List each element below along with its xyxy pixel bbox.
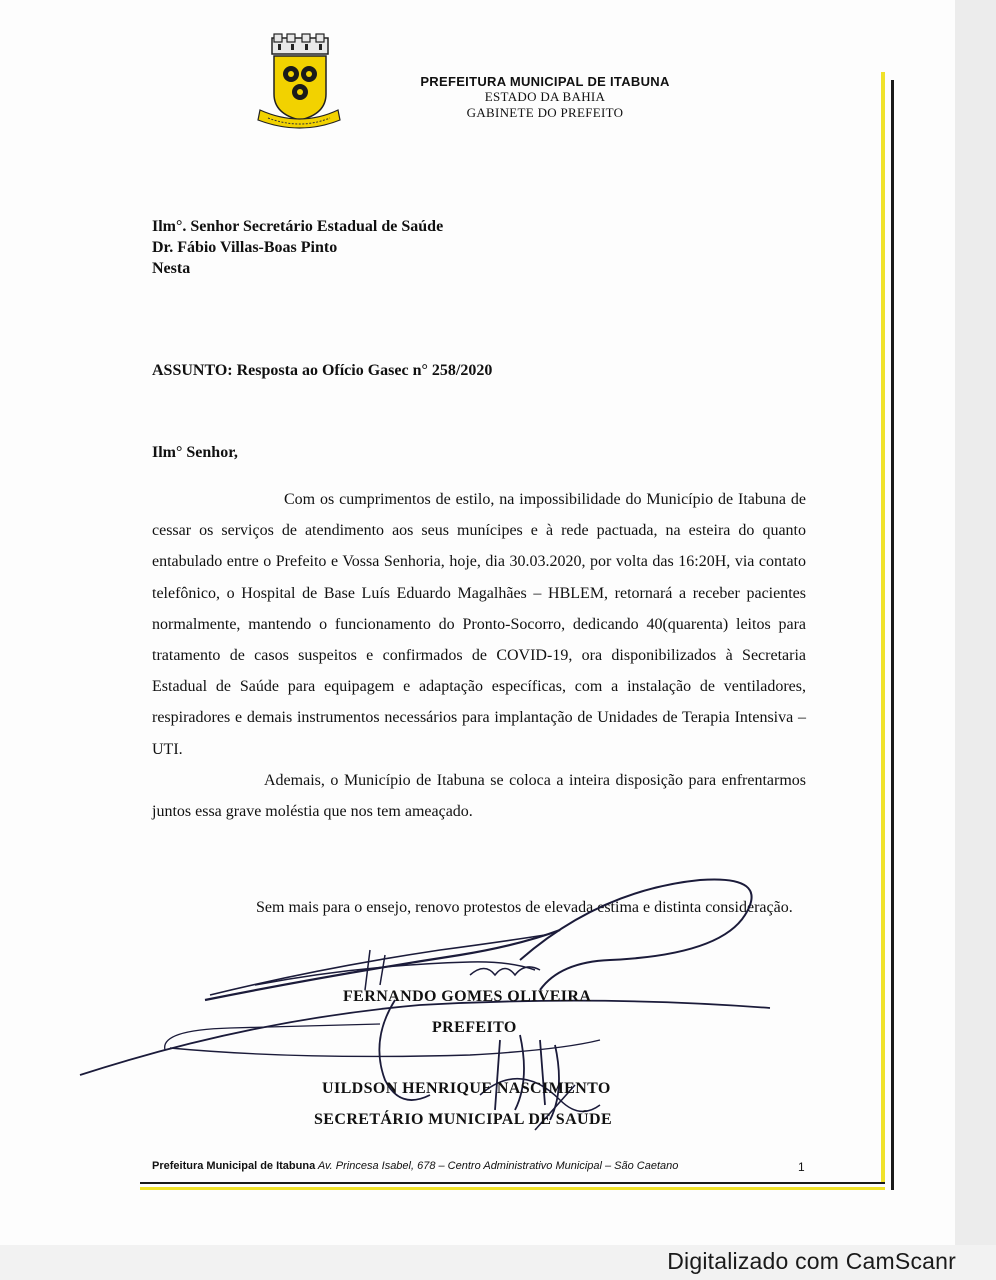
margin-rule-black bbox=[891, 80, 894, 1190]
signatory-2-role: SECRETÁRIO MUNICIPAL DE SAÚDE bbox=[314, 1111, 613, 1128]
addressee-title: Ilm°. Senhor Secretário Estadual de Saúde bbox=[152, 218, 444, 235]
letterhead-org: PREFEITURA MUNICIPAL DE ITABUNA bbox=[420, 74, 670, 89]
scanner-watermark: Digitalizado com CamScanr bbox=[667, 1248, 956, 1274]
page-number: 1 bbox=[798, 1160, 805, 1174]
footer-org: Prefeitura Municipal de Itabuna bbox=[152, 1160, 316, 1172]
body-paragraph-2: Ademais, o Município de Itabuna se coloca a inteira disposição para enfrentarmos juntos essa grave moléstia que nos tem ameaçado. bbox=[152, 771, 806, 821]
letter-body bbox=[152, 484, 806, 827]
letterhead-state: ESTADO DA BAHIA bbox=[484, 89, 606, 104]
footer-address: Av. Princesa Isabel, 678 – Centro Administrativo Municipal – São Caetano bbox=[315, 1160, 679, 1172]
letterhead-office: GABINETE DO PREFEITO bbox=[466, 105, 624, 120]
salutation: Ilm° Senhor, bbox=[152, 444, 238, 461]
letterhead bbox=[380, 74, 710, 121]
subject-line: ASSUNTO: Resposta ao Ofício Gasec n° 258/2020 bbox=[152, 362, 493, 379]
addressee-block bbox=[152, 216, 443, 279]
closing-paragraph: Sem mais para o ensejo, renovo protestos de elevada estima e distinta consideração. bbox=[256, 899, 793, 916]
signatory-1-name: FERNANDO GOMES OLIVEIRA bbox=[343, 988, 592, 1005]
addressee-location: Nesta bbox=[152, 260, 191, 277]
footer-rule-yellow bbox=[140, 1187, 885, 1190]
signatory-1-role: PREFEITO bbox=[432, 1019, 517, 1036]
city-crest-logo bbox=[256, 32, 342, 132]
addressee-name: Dr. Fábio Villas-Boas Pinto bbox=[152, 239, 338, 256]
body-paragraph-1: Com os cumprimentos de estilo, na impossibilidade do Município de Itabuna de cessar os serviços de atendimento aos seus munícipes e à rede pactuada, na esteira do quanto entabulado entre o Prefeito e Vossa Senhoria, hoje, dia 30.03.2020, por volta das 16:20H, via contato telefônico, o Hospital de Base Luís Eduardo Magalhães – HBLEM, retornará a receber pacientes normalmente, mantendo o funcionamento do Pronto-Socorro, dedicando 40(quarenta) leitos para tratamento de casos suspeitos e confirmados de COVID-19, ora disponibilizados à Secretaria Estadual de Saúde para equipagem e adaptação específicas, com a instalação de ventiladores, respiradores e demais instrumentos necessários para implantação de Unidades de Terapia Intensiva – UTI. bbox=[152, 491, 806, 758]
margin-rule-yellow bbox=[881, 72, 885, 1182]
signatory-2-name: UILDSON HENRIQUE NASCIMENTO bbox=[322, 1080, 611, 1097]
page-footer bbox=[152, 1160, 812, 1172]
footer-rule-black bbox=[140, 1182, 885, 1184]
